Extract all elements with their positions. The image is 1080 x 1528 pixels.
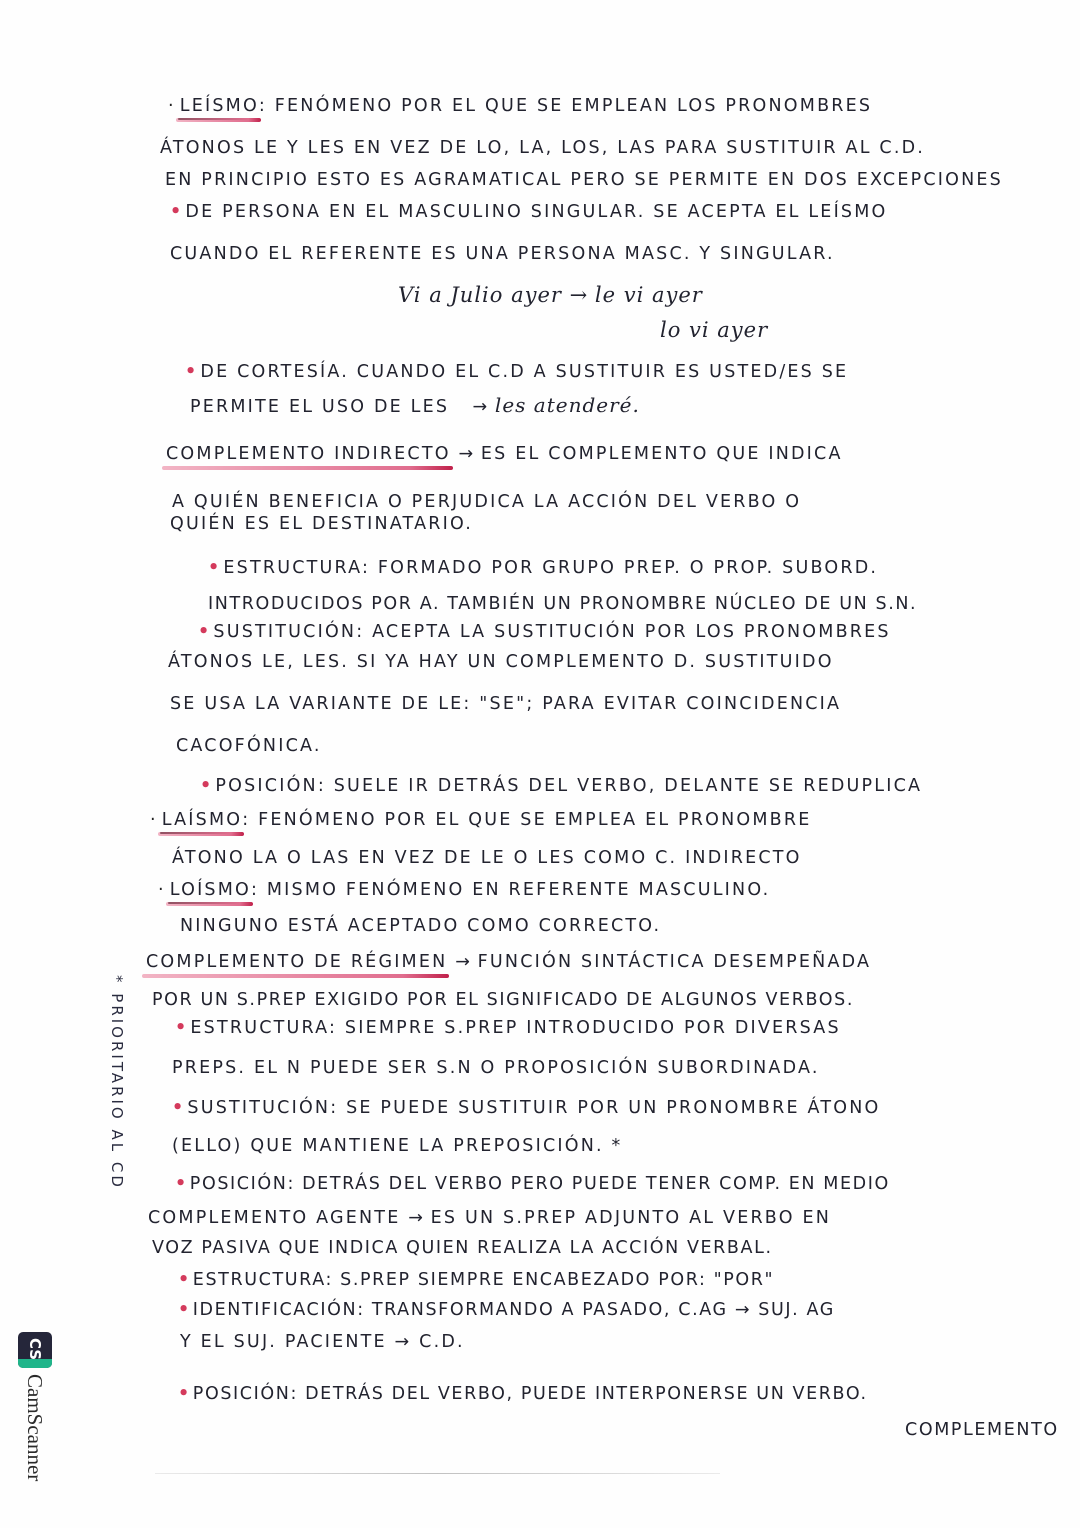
ci-title: COMPLEMENTO INDIRECTO [166,444,451,464]
leismo-exception-1-line-1: • DE PERSONA EN EL MASCULINO SINGULAR. SE ACEPTA EL LEÍSMO [170,202,888,222]
ca-posicion: • POSICIÓN: DETRÁS DEL VERBO, PUEDE INTERPONERSE UN VERBO. [178,1384,868,1404]
laismo-line-1: · LAÍSMO: FENÓMENO POR EL QUE SE EMPLEA EL PRONOMBRE [150,810,812,830]
leismo-exception-2-line-1: • DE CORTESÍA. CUANDO EL C.D A SUSTITUIR ES USTED/ES SE [185,362,849,382]
ci-sustitucion-3: SE USA LA VARIANTE DE LE: "SE"; PARA EVITAR COINCIDENCIA [170,694,842,714]
ci-sustitucion-4: CACOFÓNICA. [176,736,322,756]
page-edge-line [155,1473,720,1474]
arrow-icon: → [472,397,488,417]
bullet-icon: • [198,622,212,642]
ca-identificacion-2: Y EL SUJ. PACIENTE → C.D. [180,1332,465,1352]
ci-posicion: • POSICIÓN: SUELE IR DETRÁS DEL VERBO, DELANTE SE REDUPLICA [200,776,923,796]
laismo-term: LAÍSMO [161,810,243,830]
bullet-icon: • [200,776,214,796]
ca-heading-line: COMPLEMENTO AGENTE → ES UN S.PREP ADJUNTO AL VERBO EN [148,1208,831,1228]
ci-estructura-2: INTRODUCIDOS POR A. TAMBIÉN UN PRONOMBRE NÚCLEO DE UN S.N. [208,594,918,614]
bullet-icon: • [185,362,199,382]
bullet-icon: • [172,1098,186,1118]
bullet-icon: • [175,1174,188,1194]
camscanner-watermark [14,1328,54,1498]
leismo-exception-1-line-2: CUANDO EL REFERENTE ES UNA PERSONA MASC. Y SINGULAR. [170,244,835,264]
ca-estructura: • ESTRUCTURA: S.PREP SIEMPRE ENCABEZADO POR: "POR" [178,1270,775,1290]
loismo-term: LOÍSMO [169,880,252,900]
ca-identificacion-1: • IDENTIFICACIÓN: TRANSFORMANDO A PASADO, C.AG → SUJ. AG [178,1300,835,1320]
arrow-icon: → [569,283,588,307]
leismo-line-3: EN PRINCIPIO ESTO ES AGRAMATICAL PERO SE PERMITE EN DOS EXCEPCIONES [165,170,1003,190]
leismo-example-alt: lo vi ayer [660,318,769,342]
cr-sustitucion-1: • SUSTITUCIÓN: SE PUEDE SUSTITUIR POR UN PRONOMBRE ÁTONO [172,1098,881,1118]
camscanner-brand-text: CamScanner [23,1374,47,1482]
bullet-icon: • [178,1384,191,1404]
leismo-line-1: · LEÍSMO: FENÓMENO POR EL QUE SE EMPLEAN LOS PRONOMBRES [168,96,873,116]
cr-posicion: • POSICIÓN: DETRÁS DEL VERBO PERO PUEDE TENER COMP. EN MEDIO [175,1174,890,1194]
loismo-line-1: · LOÍSMO: MISMO FENÓMENO EN REFERENTE MASCULINO. [158,880,771,900]
ca-title: COMPLEMENTO AGENTE [148,1208,401,1228]
leismo-term: LEÍSMO [179,96,259,116]
bullet-icon: • [170,202,184,222]
cr-heading-line: COMPLEMENTO DE RÉGIMEN → FUNCIÓN SINTÁCTICA DESEMPEÑADA [146,952,872,972]
bullet-icon: • [208,558,222,578]
cr-title: COMPLEMENTO DE RÉGIMEN [146,952,448,972]
loismo-line-2: NINGUNO ESTÁ ACEPTADO COMO CORRECTO. [180,916,662,936]
cr-sustitucion-2: (ELLO) QUE MANTIENE LA PREPOSICIÓN. * [172,1136,623,1156]
ci-definition-3: QUIÉN ES EL DESTINATARIO. [170,514,473,534]
leismo-line-2: ÁTONOS LE Y LES EN VEZ DE LO, LA, LOS, LAS PARA SUSTITUIR AL C.D. [160,138,926,158]
arrow-icon: → [455,952,470,972]
ci-estructura-1: • ESTRUCTURA: FORMADO POR GRUPO PREP. O PROP. SUBORD. [208,558,879,578]
cr-estructura-1: • ESTRUCTURA: SIEMPRE S.PREP INTRODUCIDO POR DIVERSAS [175,1018,841,1038]
leismo-cortesia-example: les atenderé. [494,393,640,417]
ci-heading-line: COMPLEMENTO INDIRECTO → ES EL COMPLEMENTO QUE INDICA [166,444,843,464]
laismo-line-2: ÁTONO LA O LAS EN VEZ DE LE O LES COMO C. INDIRECTO [172,848,802,868]
bullet-icon: • [178,1270,191,1290]
ci-definition-2: A QUIÉN BENEFICIA O PERJUDICA LA ACCIÓN DEL VERBO O [172,492,802,512]
leismo-example-source: Vi a Julio ayer → le vi ayer [398,283,703,307]
ci-sustitucion-2: ÁTONOS LE, LES. SI YA HAY UN COMPLEMENTO D. SUSTITUIDO [168,652,834,672]
ci-sustitucion-1: • SUSTITUCIÓN: ACEPTA LA SUSTITUCIÓN POR LOS PRONOMBRES [198,622,891,642]
cr-estructura-2: PREPS. EL N PUEDE SER S.N O PROPOSICIÓN SUBORDINADA. [172,1058,820,1078]
arrow-icon: → [458,444,474,464]
ca-definition-2: VOZ PASIVA QUE INDICA QUIEN REALIZA LA ACCIÓN VERBAL. [152,1238,773,1258]
camscanner-logo-icon: CS [18,1332,52,1368]
ca-posicion-tail: COMPLEMENTO [905,1420,1059,1440]
bullet-icon: • [178,1300,191,1320]
arrow-icon: → [408,1208,423,1228]
cr-definition-2: POR UN S.PREP EXIGIDO POR EL SIGNIFICADO DE ALGUNOS VERBOS. [152,990,854,1010]
leismo-exception-2-line-2: PERMITE EL USO DE LES → les atenderé. [190,393,640,417]
side-note-prioritario: * PRIORITARIO AL CD [108,975,126,1190]
bullet-icon: • [175,1018,189,1038]
